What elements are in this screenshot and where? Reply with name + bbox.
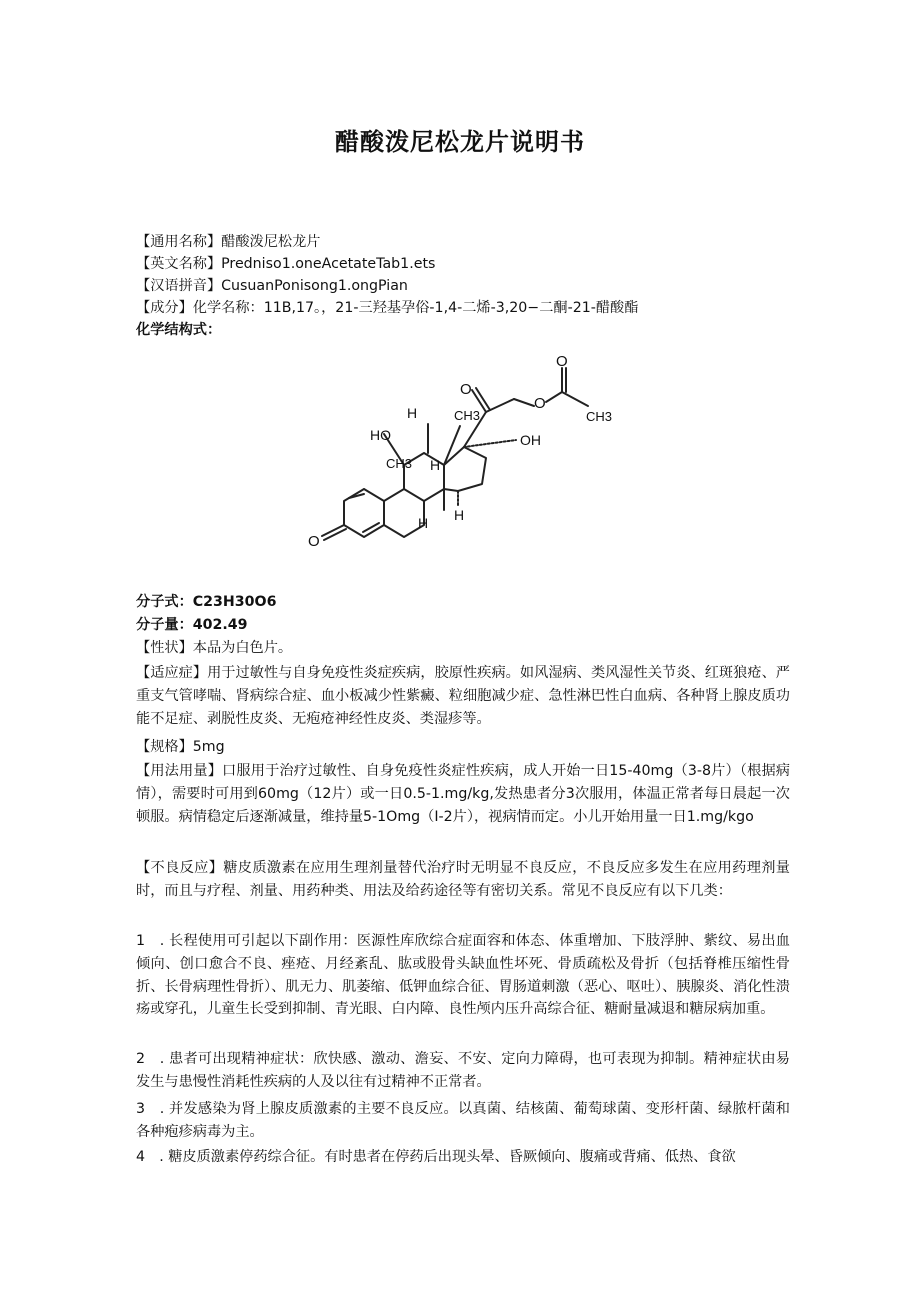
- structure-atom-ho: HO: [370, 427, 391, 443]
- character-line: 【性状】本品为白色片。: [136, 640, 293, 656]
- english-name-line: 【英文名称】Predniso1.oneAcetateTab1.ets: [136, 256, 436, 272]
- document-title: 醋酸泼尼松龙片说明书: [335, 128, 585, 156]
- composition-line: 【成分】化学名称：11B,17。，21-三羟基孕俗-1,4-二烯-3,20−二酮-21-醋酸酯: [136, 300, 639, 316]
- structure-atom-h-top: H: [407, 405, 418, 421]
- generic-name-line: 【通用名称】醋酸泼尼松龙片: [136, 234, 321, 250]
- structure-atom-h-c14: H: [454, 507, 465, 523]
- structure-atom-ch3-right: CH3: [586, 409, 613, 424]
- adverse-item-4: 4 . 糖皮质激素停药综合征。有时患者在停药后出现头晕、昏厥倾向、腹痛或背痛、低热、食欲: [136, 1149, 736, 1165]
- adverse-item-2: 2 . 患者可出现精神症状：欣快感、激动、澹妄、不安、定向力障碍，也可表现为抑制。精神症状由易发生与患慢性消耗性疾病的人及以往有过精神不正常者。: [136, 1051, 790, 1090]
- molecular-formula: 分子式：C23H30O6: [136, 594, 277, 610]
- molecular-weight: 分子量：402.49: [136, 617, 248, 633]
- structure-label: 化学结构式：: [136, 322, 222, 338]
- adverse-item-1: 1 . 长程使用可引起以下副作用：医源性库欣综合症面容和体态、体重增加、下肢浮肿、紫纹、易出血倾向、创口愈合不良、痤疮、月经紊乱、肱或股骨头缺血性坏死、骨质疏松及骨折（包括脊椎压缩性骨折、长骨病理性骨折）、肌无力、肌萎缩、低钾血综合征、胃肠道刺激（恶心、呕吐）、胰腺炎、消化性溃疡或穿孔，儿童生长受到抑制、青光眼、白内障、良性颅内压升高综合征、糖耐量减退和糖尿病加重。: [136, 933, 790, 1018]
- structure-atom-o-ester: O: [534, 395, 546, 412]
- structure-atom-o-ketone: O: [308, 533, 320, 550]
- structure-atom-ch3-c19: CH3: [386, 456, 413, 471]
- structure-atom-o-top: O: [556, 353, 568, 370]
- structure-atom-h-c8: H: [430, 457, 441, 473]
- structure-svg: [300, 348, 630, 558]
- adverse-item-3: 3 . 并发感染为肾上腺皮质激素的主要不良反应。以真菌、结核菌、葡萄球菌、变形杆菌、绿脓杆菌和各种疱疹病毒为主。: [136, 1101, 790, 1140]
- pinyin-line: 【汉语拼音】CusuanPonisong1.ongPian: [136, 278, 408, 294]
- chemical-structure-diagram: [300, 348, 630, 558]
- structure-atom-o-carbonyl: O: [460, 381, 472, 398]
- dosage-paragraph: 【用法用量】口服用于治疗过敏性、自身免疫性炎症性疾病，成人开始一日15-40mg（3-8片）（根据病情），需要时可用到60mg（12片）或一日0.5-1.mg/kg,发热患者分3次服用，体温正常者每日晨起一次顿服。病情稳定后逐渐减量，维持量5-1Omg（I-2片），视病情而定。小儿开始用量一日1.mg/kgo: [136, 763, 790, 825]
- structure-atom-oh: OH: [520, 432, 541, 448]
- structure-atom-ch3-c18: CH3: [454, 408, 481, 423]
- structure-atom-h-c9: H: [418, 515, 429, 531]
- indications-paragraph: 【适应症】用于过敏性与自身免疫性炎症疾病，胶原性疾病。如风湿病、类风湿性关节炎、红斑狼疮、严重支气管哮喘、肾病综合症、血小板减少性紫癜、粒细胞减少症、急性淋巴性白血病、各种肾上腺皮质功能不足症、剥脱性皮炎、无疱疮神经性皮炎、类湿疹等。: [136, 665, 790, 727]
- spec-line: 【规格】5mg: [136, 739, 225, 755]
- adverse-paragraph: 【不良反应】糖皮质激素在应用生理剂量替代治疗时无明显不良反应，不良反应多发生在应用药理剂量时，而且与疗程、剂量、用药种类、用法及给药途径等有密切关系。常见不良反应有以下几类：: [136, 860, 790, 899]
